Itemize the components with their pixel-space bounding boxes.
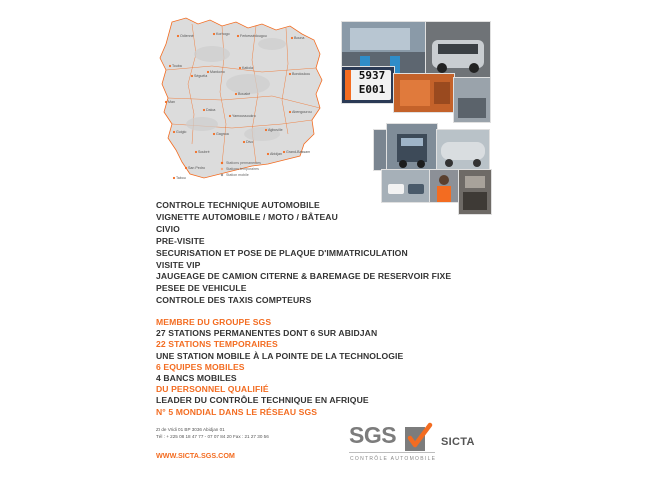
photo-strip — [373, 129, 387, 171]
service-item: VIGNETTE AUTOMOBILE / MOTO / BÂTEAU — [156, 211, 338, 222]
city-marker — [177, 35, 179, 37]
city-label: San Pedro — [188, 166, 205, 171]
photo-tanker — [436, 129, 490, 171]
fact-item: N° 5 MONDIAL DANS LE RÉSEAU SGS — [156, 406, 318, 417]
city-label: Daloa — [206, 108, 216, 113]
fact-item: 6 EQUIPES MOBILES — [156, 361, 245, 372]
city-label: Ferkessédougou — [240, 34, 267, 39]
fact-item: DU PERSONNEL QUALIFIÉ — [156, 384, 269, 395]
service-item: SECURISATION ET POSE DE PLAQUE D'IMMATRICULATION — [156, 247, 408, 258]
legend-temporary: Stations temporaires — [226, 167, 259, 171]
website-link[interactable]: WWW.SICTA.SGS.COM — [156, 451, 235, 460]
city-marker — [235, 93, 237, 95]
service-item: JAUGEAGE DE CAMION CITERNE & BAREMAGE DE RESERVOIR FIXE — [156, 271, 452, 282]
city-label: Tabou — [176, 176, 186, 181]
address-line: ZI de Vridi 01 BP 3036 Abidjan 01 — [156, 427, 225, 432]
coverage-map — [152, 14, 330, 188]
city-marker — [213, 33, 215, 35]
city-marker — [283, 151, 285, 153]
city-marker — [207, 71, 209, 73]
legend-mobile: Station mobile — [226, 173, 249, 177]
city-label: Bouaké — [238, 92, 251, 97]
photo-license-plate — [341, 66, 395, 104]
city-marker — [265, 129, 267, 131]
logo-divider — [349, 452, 435, 453]
plate-line-2: E001 — [358, 83, 386, 96]
legend-marker-mobile — [221, 174, 223, 176]
photo-plate-machine — [393, 73, 455, 113]
sicta-logo: SICTA — [441, 436, 475, 448]
contact-line: Tél : + 225 08 18 47 77 - 07 07 84 20 Fax : 21 27 30 56 — [156, 434, 269, 439]
city-label: Bouna — [294, 36, 305, 41]
city-label: Mankono — [210, 70, 225, 75]
city-label: Abidjan — [270, 152, 282, 157]
legend-permanent: Stations permanentes — [226, 161, 261, 165]
service-item: PESEE DE VEHICULE — [156, 283, 247, 294]
photo-inspector — [429, 169, 460, 203]
photo-truck — [386, 123, 438, 171]
city-label: Touba — [172, 64, 182, 69]
city-marker — [169, 65, 171, 67]
fact-item: 22 STATIONS TEMPORAIRES — [156, 339, 278, 350]
legend-marker-temporary — [221, 168, 223, 170]
city-marker — [203, 109, 205, 111]
sgs-logo: SGS — [349, 422, 397, 448]
city-marker — [185, 167, 187, 169]
city-label: Bondoukou — [292, 72, 311, 77]
city-marker — [173, 177, 175, 179]
facts-list — [156, 317, 486, 418]
map-legend — [221, 161, 261, 177]
city-marker — [229, 115, 231, 117]
city-marker — [237, 35, 239, 37]
services-list — [156, 200, 486, 307]
city-label: Man — [168, 100, 175, 105]
fact-item: MEMBRE DU GROUPE SGS — [156, 317, 272, 327]
city-marker — [291, 37, 293, 39]
address-block — [156, 426, 356, 440]
sicta-checkmark-icon — [404, 422, 434, 454]
sgs-subtitle: CONTRÔLE AUTOMOBILE — [350, 456, 437, 462]
city-marker — [213, 133, 215, 135]
city-label: Odienné — [180, 34, 194, 39]
photo-workshop — [453, 77, 491, 123]
city-marker — [289, 73, 291, 75]
city-label: Abengourou — [292, 110, 312, 115]
logos-block — [335, 418, 490, 470]
city-marker — [165, 101, 167, 103]
city-label: Gagnoa — [216, 132, 229, 137]
city-marker — [191, 75, 193, 77]
service-item: PRE-VISITE — [156, 235, 205, 246]
fact-item: UNE STATION MOBILE À LA POINTE DE LA TECHNOLOGIE — [156, 350, 404, 361]
fact-item: 27 STATIONS PERMANENTES DONT 6 SUR ABIDJAN — [156, 328, 378, 339]
photo-parking — [381, 169, 431, 203]
service-item: VISITE VIP — [156, 259, 201, 270]
plate-text — [352, 69, 392, 97]
service-item: CONTROLE TECHNIQUE AUTOMOBILE — [156, 200, 320, 210]
city-label: Guiglo — [176, 130, 187, 135]
city-marker — [173, 131, 175, 133]
city-marker — [195, 151, 197, 153]
city-marker — [239, 67, 241, 69]
legend-marker-permanent — [221, 162, 223, 164]
city-marker — [289, 111, 291, 113]
ivory-coast-map — [152, 14, 330, 188]
city-label: Yamoussoukro — [232, 114, 256, 119]
fact-item: 4 BANCS MOBILES — [156, 373, 237, 384]
photo-car-front — [425, 21, 491, 79]
city-label: Katiola — [242, 66, 253, 71]
city-label: Divo — [246, 140, 254, 145]
city-label: Agboville — [268, 128, 283, 133]
city-marker — [243, 141, 245, 143]
fact-item: LEADER DU CONTRÔLE TECHNIQUE EN AFRIQUE — [156, 395, 369, 406]
city-marker — [267, 153, 269, 155]
service-item: CIVIO — [156, 223, 180, 234]
city-label: Séguéla — [194, 74, 208, 79]
city-label: Grand-Bassam — [286, 150, 311, 155]
service-item: CONTROLE DES TAXIS COMPTEURS — [156, 295, 312, 306]
city-label: Soubré — [198, 150, 210, 155]
plate-line-1: 5937 — [358, 69, 386, 82]
city-label: Korhogo — [216, 32, 230, 37]
